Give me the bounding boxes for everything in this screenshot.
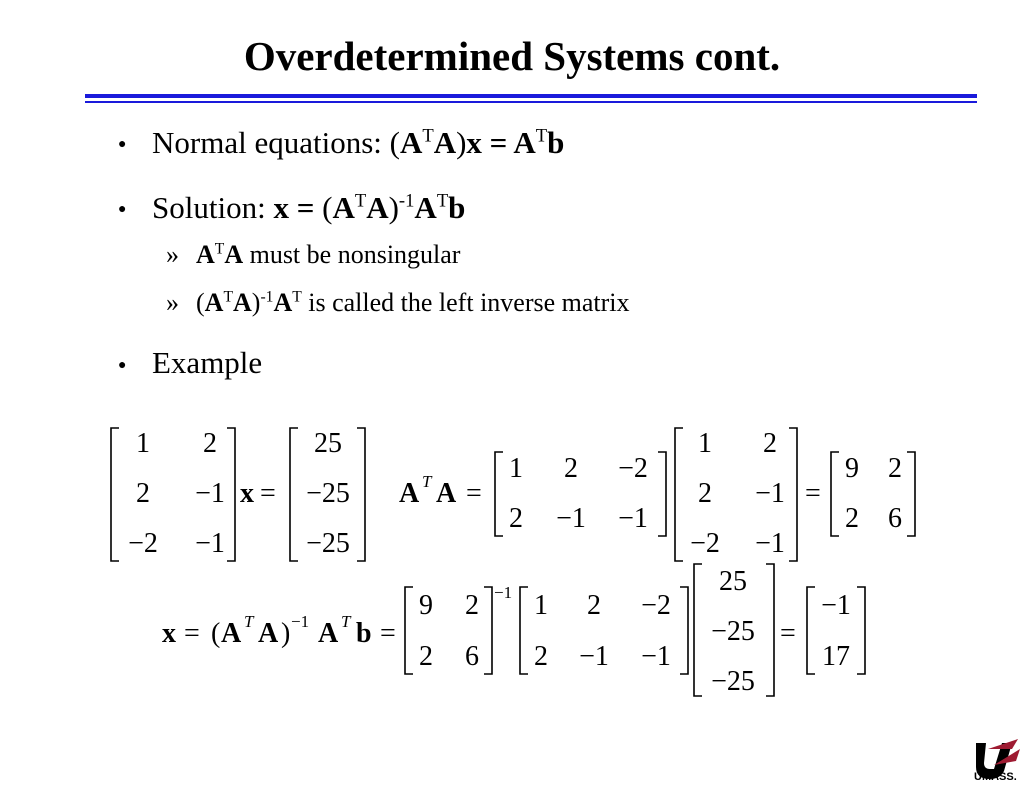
symbol-equals: = — [805, 478, 821, 509]
symbol-A: A — [399, 478, 420, 509]
vector-b-cell: 25 — [719, 566, 747, 597]
normal-equations-line: Normal equations: $(A^TA)x = A^Tb$ — [152, 125, 565, 160]
matrix-AT-cell: −1 — [618, 503, 648, 534]
matrix-A-cell: 1 — [136, 428, 150, 459]
subbullet-nonsingular-text: must be nonsingular — [243, 240, 461, 269]
symbol-transpose: T — [422, 472, 432, 491]
symbol-equals: = — [780, 618, 796, 649]
symbol-x: x — [162, 618, 176, 649]
matrix-AT-cell: 1 — [534, 590, 548, 621]
symbol-equals: = — [380, 618, 396, 649]
matrix-A-cell: −1 — [195, 478, 225, 509]
symbol-b: b — [356, 618, 372, 649]
matrix-ATA-cell: 2 — [419, 641, 433, 672]
symbol-paren: ) — [281, 618, 291, 649]
matrix-AT-cell: 2 — [564, 453, 578, 484]
vector-b-cell: −25 — [306, 478, 350, 509]
symbol-equals: = — [466, 478, 482, 509]
matrix-A-cell: 2 — [203, 428, 217, 459]
matrix-A-cell: −1 — [755, 478, 785, 509]
symbol-equals: = — [184, 618, 200, 649]
symbol-transpose: T — [244, 612, 254, 631]
bullet-dot: ● — [118, 137, 127, 152]
symbol-transpose: T — [341, 612, 351, 631]
vector-b-cell: −25 — [711, 616, 755, 647]
matrix-A-cell: 2 — [136, 478, 150, 509]
symbol-x: x — [240, 478, 254, 509]
matrix-AT-cell: 2 — [509, 503, 523, 534]
subbullet-marker: » — [166, 240, 179, 269]
solution-label: Solution: — [152, 190, 274, 225]
subbullet-nonsingular: » $A^TA$ must be nonsingular — [166, 240, 461, 269]
matrix-A-cell: −1 — [195, 528, 225, 559]
vector-b-cell: −25 — [306, 528, 350, 559]
matrix-AT-cell: 1 — [509, 453, 523, 484]
symbol-A: A — [318, 618, 339, 649]
symbol-A: A — [436, 478, 457, 509]
matrix-ATA-cell: 9 — [419, 590, 433, 621]
matrix-ATA-cell: 6 — [465, 641, 479, 672]
matrix-A-cell: 1 — [698, 428, 712, 459]
vector-b-cell: −25 — [711, 666, 755, 697]
matrix-AT-cell: 2 — [534, 641, 548, 672]
matrix-ATA-cell: 2 — [845, 503, 859, 534]
symbol-equals: = — [260, 478, 276, 509]
matrix-AT-cell: 2 — [587, 590, 601, 621]
solution-cell: 17 — [822, 641, 850, 672]
matrix-ATA-cell: 6 — [888, 503, 902, 534]
subbullet-left-inverse-text: is called the left inverse matrix — [301, 288, 630, 317]
solution-cell: −1 — [821, 590, 851, 621]
symbol-A: A — [258, 618, 279, 649]
matrix-ATA-cell: 9 — [845, 453, 859, 484]
matrix-A-cell: −2 — [128, 528, 158, 559]
solution-line: Solution: $x = (A^TA)^{-1}A^Tb$ — [152, 190, 466, 225]
matrix-ATA-cell: 2 — [465, 590, 479, 621]
matrix-AT-cell: −1 — [579, 641, 609, 672]
bullet-dot: ● — [118, 202, 127, 217]
matrix-AT-cell: −2 — [641, 590, 671, 621]
matrix-AT-cell: −1 — [641, 641, 671, 672]
matrix-AT-cell: −1 — [556, 503, 586, 534]
matrix-ATA-cell: 2 — [888, 453, 902, 484]
subbullet-marker: » — [166, 288, 179, 317]
example-label: Example — [152, 345, 263, 380]
symbol-inverse: −1 — [494, 583, 513, 602]
bullet-dot: ● — [118, 358, 127, 373]
subbullet-left-inverse: » $(A^TA)^{-1}A^T$ is called the left inverse matrix — [166, 288, 630, 317]
symbol-A: A — [221, 618, 242, 649]
normal-equations-rhs: x = A — [466, 125, 536, 160]
matrix-A-cell: −2 — [690, 528, 720, 559]
matrix-A-cell: 2 — [698, 478, 712, 509]
matrix-AT-cell: −2 — [618, 453, 648, 484]
matrix-A-cell: −1 — [755, 528, 785, 559]
symbol-paren: ( — [211, 618, 221, 649]
slide-title: Overdetermined Systems cont. — [243, 33, 781, 79]
vector-b-cell: 25 — [314, 428, 342, 459]
normal-equations-label: Normal equations: ( — [152, 125, 400, 160]
symbol-inverse: −1 — [291, 612, 310, 631]
umass-logo-text: UMASS. — [974, 771, 1017, 783]
matrix-A-cell: 2 — [763, 428, 777, 459]
